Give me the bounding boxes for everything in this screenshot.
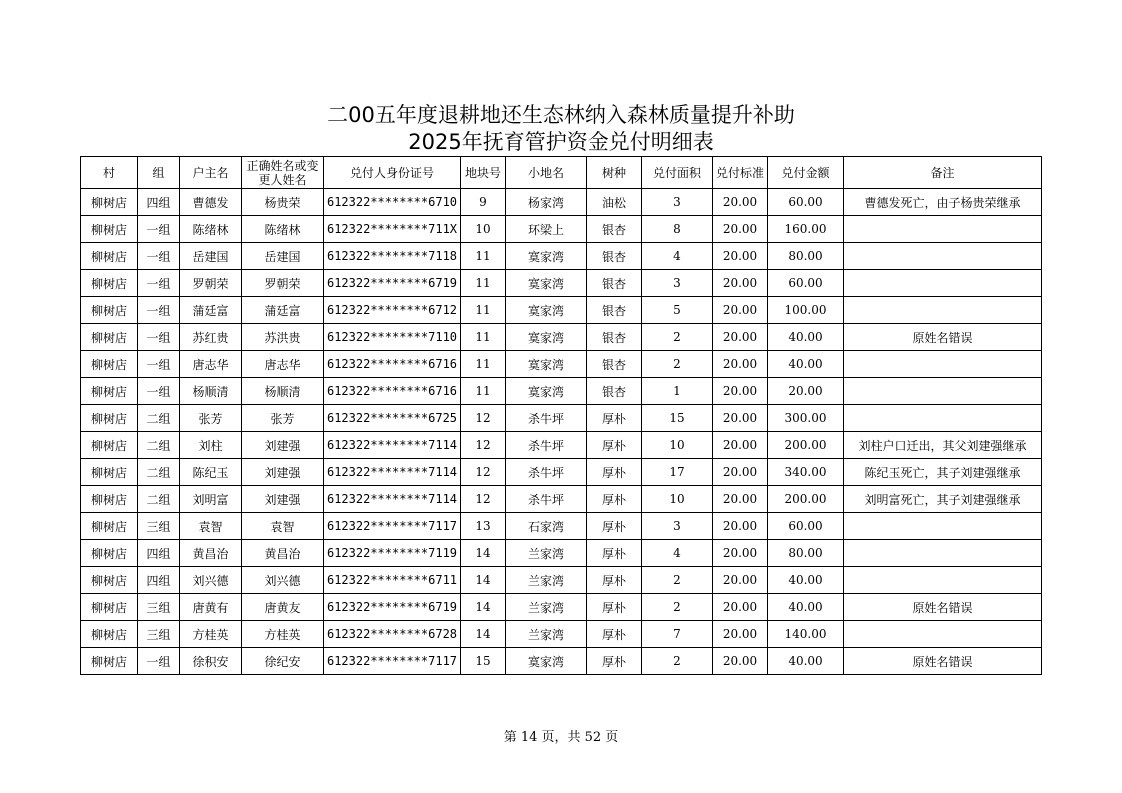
col-corrected-name-cell: 刘建强	[242, 432, 324, 459]
col-amount-cell: 300.00	[768, 405, 844, 432]
col-householder-cell: 苏红贵	[180, 324, 242, 351]
col-plot-no-cell: 14	[461, 540, 506, 567]
col-amount-cell: 80.00	[768, 243, 844, 270]
col-corrected-name-cell: 刘建强	[242, 459, 324, 486]
page-footer: 第 14 页，共 52 页	[503, 730, 619, 745]
col-corrected-name-cell: 岳建国	[242, 243, 324, 270]
col-rate-cell: 20.00	[713, 405, 768, 432]
col-amount-cell: 60.00	[768, 270, 844, 297]
col-remarks-cell	[844, 243, 1042, 270]
col-remarks-cell	[844, 297, 1042, 324]
col-rate-cell: 20.00	[713, 270, 768, 297]
col-plot-no-cell: 11	[461, 378, 506, 405]
col-plot-no-cell: 10	[461, 216, 506, 243]
col-area-cell: 4	[642, 243, 713, 270]
col-corrected-name-cell: 徐纪安	[242, 648, 324, 675]
table-row	[81, 378, 1042, 405]
col-rate-cell: 20.00	[713, 189, 768, 216]
col-corrected-name-cell: 刘兴德	[242, 567, 324, 594]
col-rate-cell: 20.00	[713, 621, 768, 648]
col-householder-cell: 陈绪林	[180, 216, 242, 243]
col-amount-header: 兑付金额	[768, 157, 844, 189]
col-id-number-cell: 612322********7117	[324, 513, 461, 540]
col-village-header: 村	[81, 157, 138, 189]
col-householder-cell: 陈纪玉	[180, 459, 242, 486]
col-place-name-cell: 石家湾	[506, 513, 587, 540]
col-amount-cell: 40.00	[768, 351, 844, 378]
col-id-number-cell: 612322********7118	[324, 243, 461, 270]
col-id-number-cell: 612322********6716	[324, 351, 461, 378]
col-place-name-cell: 寞家湾	[506, 378, 587, 405]
col-plot-no-cell: 12	[461, 432, 506, 459]
col-place-name-cell: 寞家湾	[506, 243, 587, 270]
table-row	[81, 594, 1042, 621]
table-header	[81, 157, 1042, 189]
col-rate-cell: 20.00	[713, 216, 768, 243]
col-householder-cell: 曹德发	[180, 189, 242, 216]
col-id-number-cell: 612322********6712	[324, 297, 461, 324]
col-amount-cell: 60.00	[768, 189, 844, 216]
col-corrected-name-cell: 刘建强	[242, 486, 324, 513]
col-householder-cell: 罗朝荣	[180, 270, 242, 297]
table-row	[81, 432, 1042, 459]
table-row	[81, 189, 1042, 216]
col-group-cell: 一组	[138, 270, 180, 297]
col-id-number-header: 兑付人身份证号	[324, 157, 461, 189]
table-row	[81, 459, 1042, 486]
col-group-cell: 二组	[138, 459, 180, 486]
col-amount-cell: 40.00	[768, 324, 844, 351]
table-row	[81, 540, 1042, 567]
col-group-cell: 二组	[138, 405, 180, 432]
col-group-cell: 一组	[138, 648, 180, 675]
col-amount-cell: 40.00	[768, 648, 844, 675]
col-area-cell: 7	[642, 621, 713, 648]
col-group-cell: 四组	[138, 189, 180, 216]
col-householder-cell: 方桂英	[180, 621, 242, 648]
col-place-name-cell: 兰家湾	[506, 594, 587, 621]
col-remarks-cell	[844, 378, 1042, 405]
col-place-name-cell: 寞家湾	[506, 351, 587, 378]
col-place-name-cell: 寞家湾	[506, 297, 587, 324]
col-remarks-cell: 刘柱户口迁出，其父刘建强继承	[844, 432, 1042, 459]
col-corrected-name-cell: 罗朝荣	[242, 270, 324, 297]
col-amount-cell: 100.00	[768, 297, 844, 324]
col-amount-cell: 40.00	[768, 594, 844, 621]
col-plot-no-cell: 11	[461, 297, 506, 324]
col-corrected-name-cell: 杨顺清	[242, 378, 324, 405]
col-place-name-cell: 兰家湾	[506, 540, 587, 567]
col-plot-no-cell: 11	[461, 270, 506, 297]
col-place-name-cell: 杀牛坪	[506, 486, 587, 513]
col-householder-cell: 张芳	[180, 405, 242, 432]
col-group-cell: 一组	[138, 378, 180, 405]
col-area-cell: 3	[642, 270, 713, 297]
payment-detail-table	[80, 156, 1042, 675]
col-area-cell: 15	[642, 405, 713, 432]
col-tree-species-cell: 银杏	[587, 216, 642, 243]
table-row	[81, 648, 1042, 675]
col-corrected-name-cell: 唐黄友	[242, 594, 324, 621]
col-householder-cell: 岳建国	[180, 243, 242, 270]
col-area-cell: 2	[642, 567, 713, 594]
col-village-cell: 柳树店	[81, 540, 138, 567]
col-householder-cell: 刘明富	[180, 486, 242, 513]
col-remarks-cell: 陈纪玉死亡，其子刘建强继承	[844, 459, 1042, 486]
col-corrected-name-cell: 蒲廷富	[242, 297, 324, 324]
col-area-cell: 2	[642, 351, 713, 378]
col-remarks-cell	[844, 351, 1042, 378]
col-corrected-name-cell: 杨贵荣	[242, 189, 324, 216]
col-id-number-cell: 612322********6725	[324, 405, 461, 432]
col-rate-header: 兑付标准	[713, 157, 768, 189]
col-area-cell: 10	[642, 486, 713, 513]
table-row	[81, 513, 1042, 540]
col-tree-species-cell: 银杏	[587, 378, 642, 405]
col-plot-no-cell: 12	[461, 459, 506, 486]
col-area-cell: 2	[642, 324, 713, 351]
col-tree-species-cell: 厚朴	[587, 459, 642, 486]
col-village-cell: 柳树店	[81, 405, 138, 432]
col-tree-species-cell: 厚朴	[587, 405, 642, 432]
col-id-number-cell: 612322********6728	[324, 621, 461, 648]
col-amount-cell: 80.00	[768, 540, 844, 567]
col-group-cell: 四组	[138, 567, 180, 594]
col-area-header: 兑付面积	[642, 157, 713, 189]
col-rate-cell: 20.00	[713, 297, 768, 324]
col-rate-cell: 20.00	[713, 486, 768, 513]
col-rate-cell: 20.00	[713, 243, 768, 270]
col-amount-cell: 160.00	[768, 216, 844, 243]
col-corrected-name-cell: 唐志华	[242, 351, 324, 378]
col-id-number-cell: 612322********6719	[324, 594, 461, 621]
header-row	[81, 157, 1042, 189]
col-area-cell: 3	[642, 513, 713, 540]
col-village-cell: 柳树店	[81, 243, 138, 270]
col-id-number-cell: 612322********7110	[324, 324, 461, 351]
col-householder-cell: 杨顺清	[180, 378, 242, 405]
col-place-name-cell: 兰家湾	[506, 621, 587, 648]
col-group-cell: 二组	[138, 486, 180, 513]
col-amount-cell: 140.00	[768, 621, 844, 648]
col-rate-cell: 20.00	[713, 432, 768, 459]
col-plot-no-cell: 14	[461, 567, 506, 594]
col-corrected-name-header: 正确姓名或变更人姓名	[242, 157, 324, 189]
col-place-name-cell: 杨家湾	[506, 189, 587, 216]
table-row	[81, 216, 1042, 243]
col-tree-species-cell: 银杏	[587, 297, 642, 324]
col-area-cell: 3	[642, 189, 713, 216]
col-place-name-cell: 杀牛坪	[506, 405, 587, 432]
col-tree-species-cell: 厚朴	[587, 540, 642, 567]
col-rate-cell: 20.00	[713, 459, 768, 486]
col-area-cell: 17	[642, 459, 713, 486]
col-remarks-cell	[844, 270, 1042, 297]
col-householder-header: 户主名	[180, 157, 242, 189]
col-id-number-cell: 612322********7114	[324, 432, 461, 459]
col-place-name-cell: 寞家湾	[506, 270, 587, 297]
col-remarks-cell	[844, 405, 1042, 432]
col-remarks-cell: 曹德发死亡，由子杨贵荣继承	[844, 189, 1042, 216]
table-body	[81, 189, 1042, 675]
col-group-cell: 一组	[138, 351, 180, 378]
col-householder-cell: 徐积安	[180, 648, 242, 675]
col-amount-cell: 200.00	[768, 432, 844, 459]
col-area-cell: 2	[642, 594, 713, 621]
col-householder-cell: 唐志华	[180, 351, 242, 378]
table-row	[81, 486, 1042, 513]
col-plot-no-cell: 11	[461, 324, 506, 351]
col-amount-cell: 20.00	[768, 378, 844, 405]
col-rate-cell: 20.00	[713, 567, 768, 594]
col-group-cell: 一组	[138, 216, 180, 243]
col-area-cell: 5	[642, 297, 713, 324]
col-corrected-name-cell: 陈绪林	[242, 216, 324, 243]
col-group-cell: 一组	[138, 243, 180, 270]
col-place-name-cell: 杀牛坪	[506, 432, 587, 459]
col-village-cell: 柳树店	[81, 513, 138, 540]
table-row	[81, 297, 1042, 324]
document-title-line-2: 2025年抚育管护资金兑付明细表	[408, 130, 714, 154]
col-id-number-cell: 612322********6716	[324, 378, 461, 405]
col-place-name-header: 小地名	[506, 157, 587, 189]
col-place-name-cell: 环梁上	[506, 216, 587, 243]
col-corrected-name-cell: 袁智	[242, 513, 324, 540]
col-plot-no-cell: 12	[461, 405, 506, 432]
col-group-cell: 三组	[138, 621, 180, 648]
table-row	[81, 324, 1042, 351]
col-id-number-cell: 612322********7114	[324, 486, 461, 513]
col-id-number-cell: 612322********7114	[324, 459, 461, 486]
col-rate-cell: 20.00	[713, 378, 768, 405]
col-plot-no-cell: 11	[461, 243, 506, 270]
col-village-cell: 柳树店	[81, 378, 138, 405]
col-plot-no-cell: 14	[461, 621, 506, 648]
table-row	[81, 351, 1042, 378]
col-village-cell: 柳树店	[81, 297, 138, 324]
table-row	[81, 405, 1042, 432]
col-village-cell: 柳树店	[81, 621, 138, 648]
col-plot-no-cell: 9	[461, 189, 506, 216]
col-householder-cell: 刘柱	[180, 432, 242, 459]
col-village-cell: 柳树店	[81, 324, 138, 351]
col-rate-cell: 20.00	[713, 594, 768, 621]
col-tree-species-cell: 厚朴	[587, 594, 642, 621]
col-householder-cell: 蒲廷富	[180, 297, 242, 324]
col-remarks-cell: 刘明富死亡，其子刘建强继承	[844, 486, 1042, 513]
col-tree-species-header: 树种	[587, 157, 642, 189]
col-plot-no-cell: 13	[461, 513, 506, 540]
col-householder-cell: 黄昌治	[180, 540, 242, 567]
col-rate-cell: 20.00	[713, 648, 768, 675]
col-tree-species-cell: 油松	[587, 189, 642, 216]
col-area-cell: 8	[642, 216, 713, 243]
col-group-cell: 一组	[138, 297, 180, 324]
col-amount-cell: 60.00	[768, 513, 844, 540]
document-title-line-1: 二00五年度退耕地还生态林纳入森林质量提升补助	[327, 103, 795, 127]
col-householder-cell: 唐黄有	[180, 594, 242, 621]
col-tree-species-cell: 银杏	[587, 243, 642, 270]
col-place-name-cell: 寞家湾	[506, 648, 587, 675]
col-village-cell: 柳树店	[81, 567, 138, 594]
col-area-cell: 2	[642, 648, 713, 675]
col-plot-no-cell: 12	[461, 486, 506, 513]
col-remarks-cell	[844, 513, 1042, 540]
col-remarks-cell	[844, 621, 1042, 648]
col-village-cell: 柳树店	[81, 648, 138, 675]
col-tree-species-cell: 厚朴	[587, 648, 642, 675]
col-id-number-cell: 612322********7117	[324, 648, 461, 675]
col-village-cell: 柳树店	[81, 486, 138, 513]
col-remarks-cell: 原姓名错误	[844, 324, 1042, 351]
col-place-name-cell: 杀牛坪	[506, 459, 587, 486]
col-group-cell: 二组	[138, 432, 180, 459]
col-tree-species-cell: 银杏	[587, 351, 642, 378]
col-amount-cell: 40.00	[768, 567, 844, 594]
col-id-number-cell: 612322********711X	[324, 216, 461, 243]
col-corrected-name-cell: 张芳	[242, 405, 324, 432]
col-group-cell: 三组	[138, 594, 180, 621]
col-tree-species-cell: 银杏	[587, 324, 642, 351]
col-householder-cell: 袁智	[180, 513, 242, 540]
col-rate-cell: 20.00	[713, 540, 768, 567]
col-rate-cell: 20.00	[713, 513, 768, 540]
col-group-header: 组	[138, 157, 180, 189]
col-remarks-cell	[844, 216, 1042, 243]
col-village-cell: 柳树店	[81, 351, 138, 378]
col-village-cell: 柳树店	[81, 459, 138, 486]
col-area-cell: 10	[642, 432, 713, 459]
col-remarks-cell	[844, 567, 1042, 594]
col-group-cell: 三组	[138, 513, 180, 540]
col-rate-cell: 20.00	[713, 351, 768, 378]
col-area-cell: 1	[642, 378, 713, 405]
col-tree-species-cell: 银杏	[587, 270, 642, 297]
col-village-cell: 柳树店	[81, 432, 138, 459]
col-id-number-cell: 612322********6711	[324, 567, 461, 594]
table-row	[81, 270, 1042, 297]
col-plot-no-cell: 14	[461, 594, 506, 621]
col-id-number-cell: 612322********7119	[324, 540, 461, 567]
col-remarks-cell: 原姓名错误	[844, 594, 1042, 621]
col-id-number-cell: 612322********6719	[324, 270, 461, 297]
col-remarks-cell: 原姓名错误	[844, 648, 1042, 675]
col-householder-cell: 刘兴德	[180, 567, 242, 594]
table-row	[81, 621, 1042, 648]
col-plot-no-cell: 11	[461, 351, 506, 378]
col-remarks-header: 备注	[844, 157, 1042, 189]
col-group-cell: 四组	[138, 540, 180, 567]
col-tree-species-cell: 厚朴	[587, 567, 642, 594]
col-tree-species-cell: 厚朴	[587, 486, 642, 513]
col-group-cell: 一组	[138, 324, 180, 351]
col-village-cell: 柳树店	[81, 216, 138, 243]
col-tree-species-cell: 厚朴	[587, 432, 642, 459]
col-corrected-name-cell: 苏洪贵	[242, 324, 324, 351]
col-rate-cell: 20.00	[713, 324, 768, 351]
col-amount-cell: 340.00	[768, 459, 844, 486]
col-village-cell: 柳树店	[81, 189, 138, 216]
col-id-number-cell: 612322********6710	[324, 189, 461, 216]
col-plot-no-header: 地块号	[461, 157, 506, 189]
col-village-cell: 柳树店	[81, 270, 138, 297]
col-plot-no-cell: 15	[461, 648, 506, 675]
col-place-name-cell: 寞家湾	[506, 324, 587, 351]
col-corrected-name-cell: 方桂英	[242, 621, 324, 648]
col-remarks-cell	[844, 540, 1042, 567]
table-row	[81, 243, 1042, 270]
col-tree-species-cell: 厚朴	[587, 621, 642, 648]
col-tree-species-cell: 厚朴	[587, 513, 642, 540]
col-place-name-cell: 兰家湾	[506, 567, 587, 594]
col-area-cell: 4	[642, 540, 713, 567]
table-row	[81, 567, 1042, 594]
col-amount-cell: 200.00	[768, 486, 844, 513]
col-corrected-name-cell: 黄昌治	[242, 540, 324, 567]
col-village-cell: 柳树店	[81, 594, 138, 621]
